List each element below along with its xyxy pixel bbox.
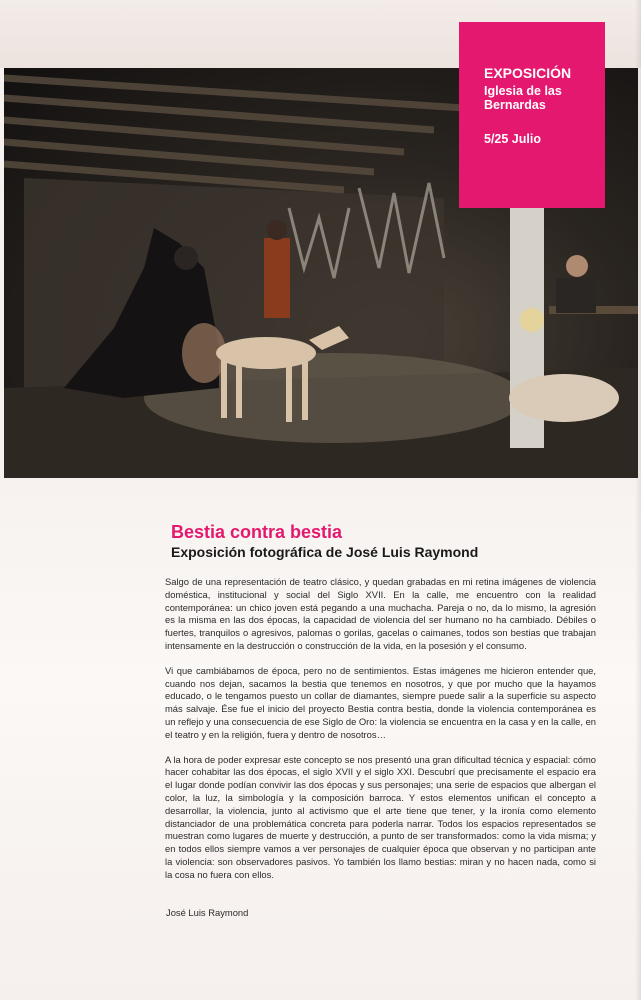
article-subtitle: Exposición fotográfica de José Luis Raymond — [171, 544, 479, 560]
article-paragraph-3: A la hora de poder expresar este concepto se nos presentó una gran dificultad técnica y espacial: cómo hacer cohabitar las dos épocas, el siglo XVII y el siglo XXI. Descubrí que precisamente el espacio era el lugar donde podían convivir las dos épocas y sus personajes; una serie de espacios que albergan el color, la luz, la simbología y la composición barroca. Y estos elementos unifican el concepto a desarrollar, la violencia, junto al activismo que el arte tiene que tener, y la ironía como elemento distanciador de una problemática concreta para poderla narrar. Todos los espacios representados se muestran como lugares de muerte y destrucción, a punto de ser transformados: como la vida misma; y en todos ellos siempre vamos a ver personajes de cualquier época que observan y no participan ante la violencia: son observadores pasivos. Yo también los llamo bestias: miran y no hacen nada, como si la cosa no fuera con ellos. — [165, 753, 596, 880]
seated-man — [556, 278, 596, 313]
reclining-woman — [509, 374, 619, 422]
article-paragraph-2: Vi que cambiábamos de época, pero no de sentimientos. Estas imágenes me hicieron entender que, cuando nos dejan, sacamos la bestia que tenemos en nosotros, y que por mucho que la hayamos educado, o le tengamos puesto un collar de diamantes, siempre puede salir a la superficie su aspecto más salvaje. Ése fue el inicio del proyecto Bestia contra bestia, donde la violencia contemporánea es un reflejo y una consecuencia de ese Siglo de Oro: la violencia se encuentra en la casa y en la calle, en el teatro y en la religión, fuera y dentro de nosotros… — [165, 664, 596, 740]
article-signature: José Luis Raymond — [166, 907, 249, 918]
page-fold-shadow — [635, 0, 641, 1000]
exhibition-tag — [459, 22, 605, 208]
article-paragraph-1: Salgo de una representación de teatro clásico, y quedan grabadas en mi retina imágenes de violencia doméstica, institucional y social del Siglo XVII. En la calle, me encuentro con la realidad contemporánea: un chico joven está pegando a una muchacha. Pareja o no, da lo mismo, la agresión es la misma en las dos épocas, la capacidad de violencia del ser humano no ha cambiado. Débiles o fuertes, tranquilos o agresivos, palomas o gorilas, gacelas o caimanes, todos son bestias que trabajan intensamente en la destrucción o construcción de la vida, en la posesión y el consumo. — [165, 576, 596, 651]
reclining-woman-head — [520, 308, 544, 332]
worker-head — [267, 220, 287, 240]
caped-figure-head — [174, 246, 198, 270]
ceiling-beams — [4, 78, 464, 190]
article-body — [165, 576, 596, 894]
standing-worker — [264, 238, 290, 318]
tag-label: EXPOSICIÓN — [484, 65, 572, 81]
seated-man-head — [566, 255, 588, 277]
article-title: Bestia contra bestia — [171, 522, 343, 542]
tag-dates: 5/25 Julio — [484, 132, 541, 146]
tag-venue: Iglesia de las Bernardas — [484, 84, 562, 112]
